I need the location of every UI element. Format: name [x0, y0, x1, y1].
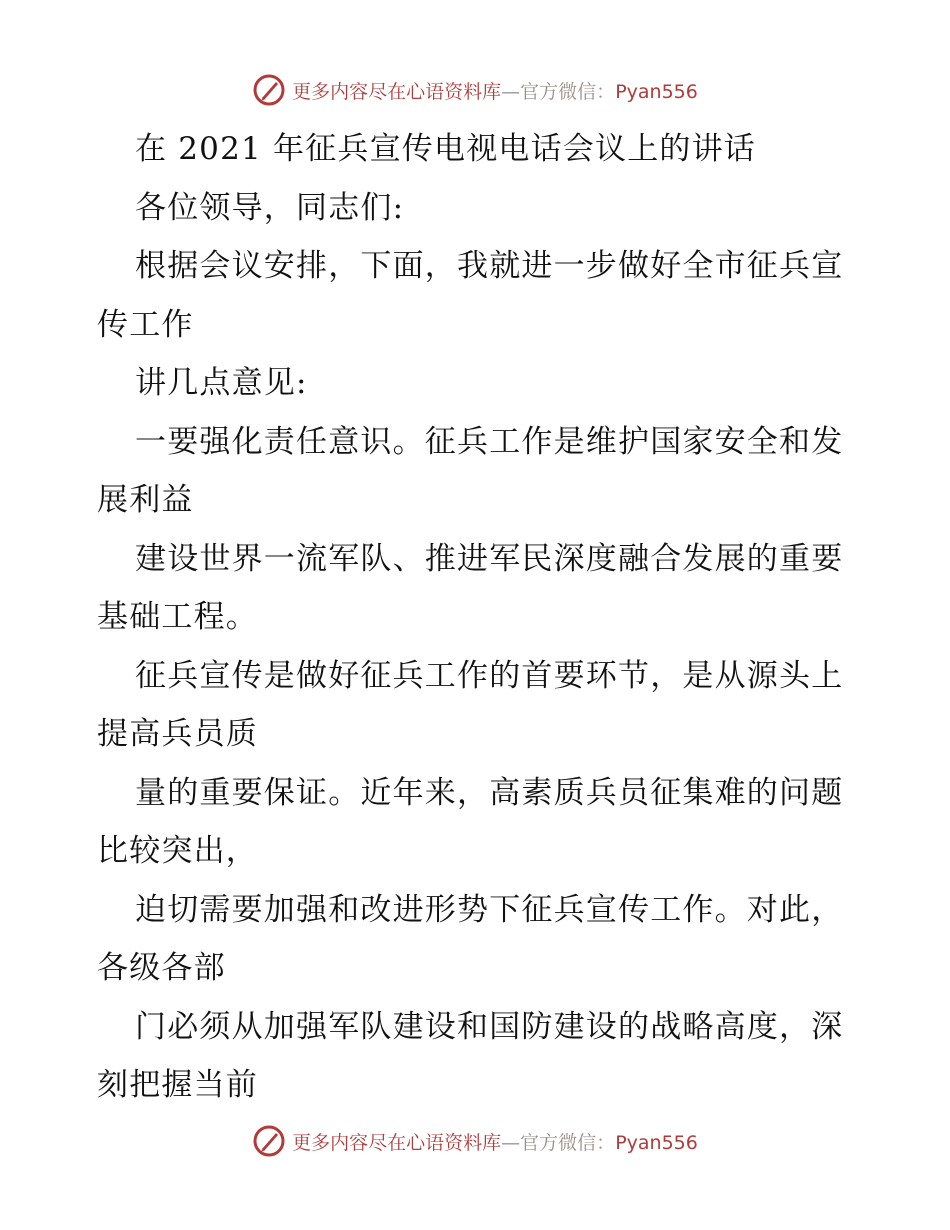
header-banner-wechat-id: Pyan556: [615, 80, 698, 103]
paragraph: 根据会议安排，下面，我就进一步做好全市征兵宣传工作: [97, 248, 844, 343]
header-banner: [0, 70, 950, 110]
paragraph: 讲几点意见:: [135, 365, 308, 401]
paragraph: 迫切需要加强和改进形势下征兵宣传工作。对此，各级各部: [97, 891, 844, 986]
quill-logo-icon: [252, 1124, 286, 1158]
document-title: 在 2021 年征兵宣传电视电话会议上的讲话: [135, 131, 756, 167]
paragraph: 门必须从加强军队建设和国防建设的战略高度，深刻把握当前: [97, 1008, 844, 1103]
paragraph: 征兵宣传是做好征兵工作的首要环节，是从源头上提高兵员质: [97, 657, 844, 752]
footer-banner-wechat-label: 官方微信：: [520, 1131, 616, 1154]
footer-banner-slogan: 更多内容尽在心语资料库: [292, 1131, 502, 1154]
paragraph: 一要强化责任意识。征兵工作是维护国家安全和发展利益: [97, 423, 844, 518]
paragraph: 建设世界一流军队、推进军民深度融合发展的重要基础工程。: [97, 540, 844, 635]
header-banner-wechat-label: 官方微信：: [520, 80, 616, 103]
header-banner-text: [292, 77, 698, 104]
footer-banner-text: [292, 1128, 698, 1155]
paragraph: 各位领导，同志们:: [135, 189, 405, 226]
document-body: [97, 120, 857, 1115]
footer-banner-wechat-id: Pyan556: [615, 1131, 698, 1154]
paragraph: 量的重要保证。近年来，高素质兵员征集难的问题比较突出，: [97, 774, 844, 869]
header-banner-slogan: 更多内容尽在心语资料库: [292, 80, 502, 103]
quill-logo-icon: [252, 73, 286, 107]
footer-banner: [0, 1121, 950, 1161]
header-banner-separator: —: [501, 80, 521, 103]
footer-banner-separator: —: [501, 1131, 521, 1154]
